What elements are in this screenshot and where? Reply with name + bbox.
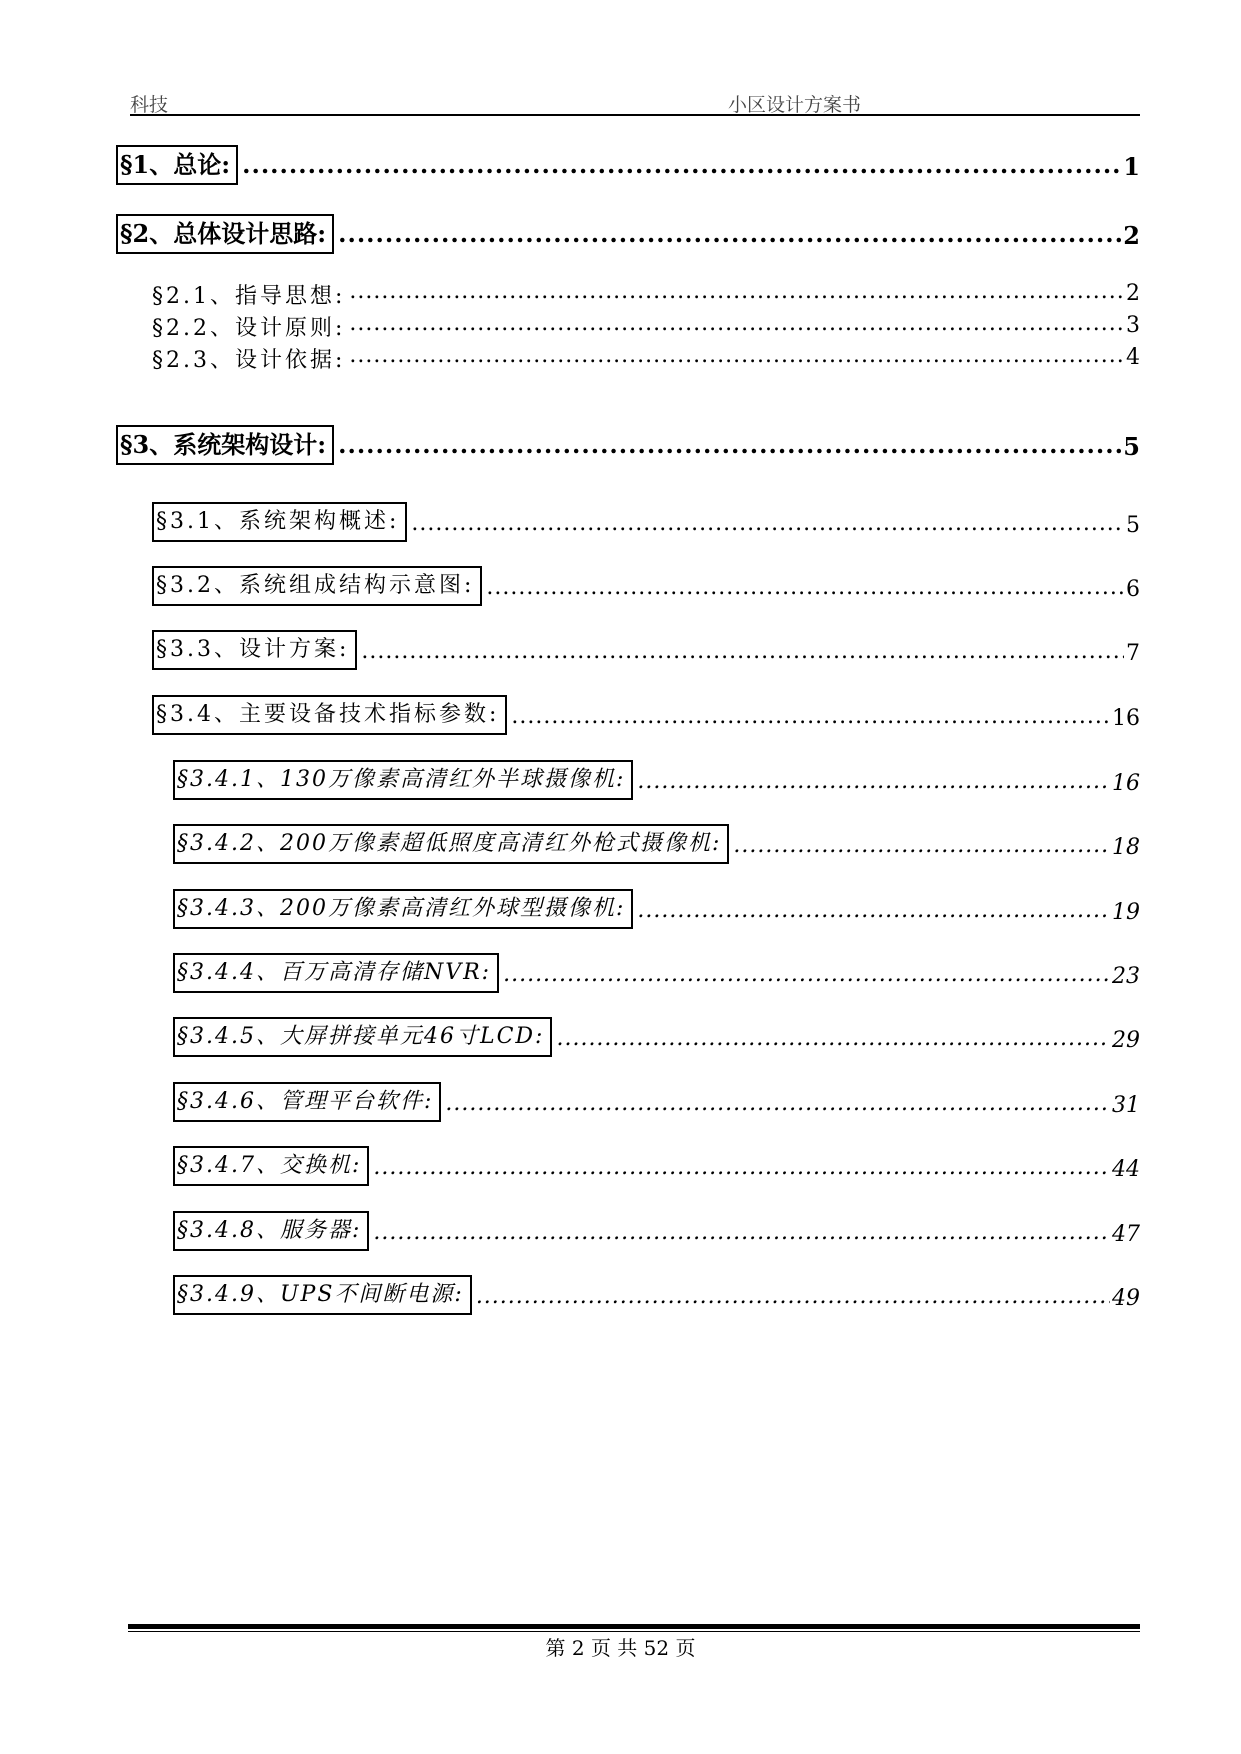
toc-title[interactable]: §2.1、指导思想:: [152, 284, 346, 309]
toc-entry-s3-4-6[interactable]: [173, 1082, 1140, 1122]
toc-title[interactable]: §3.2、系统组成结构示意图:: [152, 566, 482, 606]
footer-divider-thick: [128, 1624, 1140, 1629]
toc-leader: [411, 511, 1124, 536]
toc-leader: [349, 279, 1124, 304]
toc-entry-s1[interactable]: [116, 145, 1140, 185]
toc-page-number: 4: [1126, 345, 1140, 370]
header-document-title: 小区设计方案书: [728, 94, 862, 116]
toc-page-number: 6: [1126, 577, 1140, 602]
toc-title[interactable]: §3.4.5、大屏拼接单元46寸LCD:: [173, 1017, 552, 1057]
toc-leader: [556, 1026, 1110, 1051]
toc-entry-s3-4-5[interactable]: [173, 1017, 1140, 1057]
toc-entry-s3-1[interactable]: [152, 502, 1140, 542]
toc-page-number: 31: [1112, 1093, 1140, 1118]
toc-leader: [338, 219, 1121, 248]
toc-page-number: 23: [1112, 964, 1140, 989]
toc-entry-s3-4-2[interactable]: [173, 824, 1140, 864]
toc-leader: [486, 575, 1124, 600]
toc-page-number: 49: [1112, 1286, 1140, 1311]
toc-leader: [637, 769, 1110, 794]
page-footer: 第 2 页 共 52 页: [545, 1636, 696, 1660]
toc-entry-s3-4-3[interactable]: [173, 889, 1140, 929]
toc-leader: [445, 1091, 1110, 1116]
toc-entry-s3-4-4[interactable]: [173, 953, 1140, 993]
toc-title[interactable]: §3、系统架构设计:: [116, 425, 334, 465]
toc-page-number: 16: [1112, 706, 1140, 731]
toc-entry-s3-4-7[interactable]: [173, 1146, 1140, 1186]
toc-title[interactable]: §3.4、主要设备技术指标参数:: [152, 695, 507, 735]
toc-entry-s3-4[interactable]: [152, 695, 1140, 735]
toc-page-number: 18: [1112, 835, 1140, 860]
toc-leader: [503, 962, 1110, 987]
toc-page-number: 2: [1126, 281, 1140, 306]
toc-page-number: 7: [1126, 641, 1140, 666]
toc-leader: [349, 311, 1124, 336]
toc-entry-s3[interactable]: [116, 425, 1140, 465]
toc-entry-s3-4-9[interactable]: [173, 1275, 1140, 1315]
toc-page-number: 5: [1126, 513, 1140, 538]
toc-title[interactable]: §3.1、系统架构概述:: [152, 502, 407, 542]
toc-title[interactable]: §2.2、设计原则:: [152, 316, 346, 341]
toc-title[interactable]: §1、总论:: [116, 145, 238, 185]
toc-page-number: 3: [1126, 313, 1140, 338]
toc-page-number: 44: [1112, 1157, 1140, 1182]
toc-entry-s2-3[interactable]: [152, 334, 1140, 374]
toc-page-number: 1: [1123, 152, 1140, 181]
toc-page-number: 16: [1112, 771, 1140, 796]
toc-title[interactable]: §3.4.4、百万高清存储NVR:: [173, 953, 499, 993]
toc-title[interactable]: §3.4.2、200万像素超低照度高清红外枪式摄像机:: [173, 824, 729, 864]
toc-title[interactable]: §3.4.8、服务器:: [173, 1211, 369, 1251]
toc-page-number: 19: [1112, 900, 1140, 925]
toc-title[interactable]: §3.4.1、130万像素高清红外半球摄像机:: [173, 760, 633, 800]
toc-page-number: 29: [1112, 1028, 1140, 1053]
toc-leader: [373, 1155, 1110, 1180]
toc-title[interactable]: §2、总体设计思路:: [116, 214, 334, 254]
toc-leader: [338, 430, 1121, 459]
toc-leader: [373, 1220, 1110, 1245]
toc-page-number: 5: [1123, 432, 1140, 461]
toc-leader: [733, 833, 1110, 858]
toc-title[interactable]: §3.4.9、UPS不间断电源:: [173, 1275, 472, 1315]
toc-title[interactable]: §3.4.3、200万像素高清红外球型摄像机:: [173, 889, 633, 929]
toc-leader: [637, 898, 1110, 923]
toc-leader: [349, 343, 1124, 368]
toc-entry-s3-2[interactable]: [152, 566, 1140, 606]
toc-title[interactable]: §3.3、设计方案:: [152, 630, 357, 670]
toc-leader: [361, 639, 1124, 664]
toc-page-number: 2: [1123, 221, 1140, 250]
toc-title[interactable]: §3.4.6、管理平台软件:: [173, 1082, 441, 1122]
toc-title[interactable]: §3.4.7、交换机:: [173, 1146, 369, 1186]
toc-page-number: 47: [1112, 1222, 1140, 1247]
toc-entry-s3-4-8[interactable]: [173, 1211, 1140, 1251]
toc-leader: [511, 704, 1110, 729]
header-company: 科技: [130, 94, 169, 116]
toc-entry-s2[interactable]: [116, 214, 1140, 254]
toc-entry-s3-3[interactable]: [152, 630, 1140, 670]
toc-entry-s3-4-1[interactable]: [173, 760, 1140, 800]
toc-leader: [242, 150, 1121, 179]
toc-leader: [476, 1284, 1110, 1309]
toc-title[interactable]: §2.3、设计依据:: [152, 348, 346, 373]
